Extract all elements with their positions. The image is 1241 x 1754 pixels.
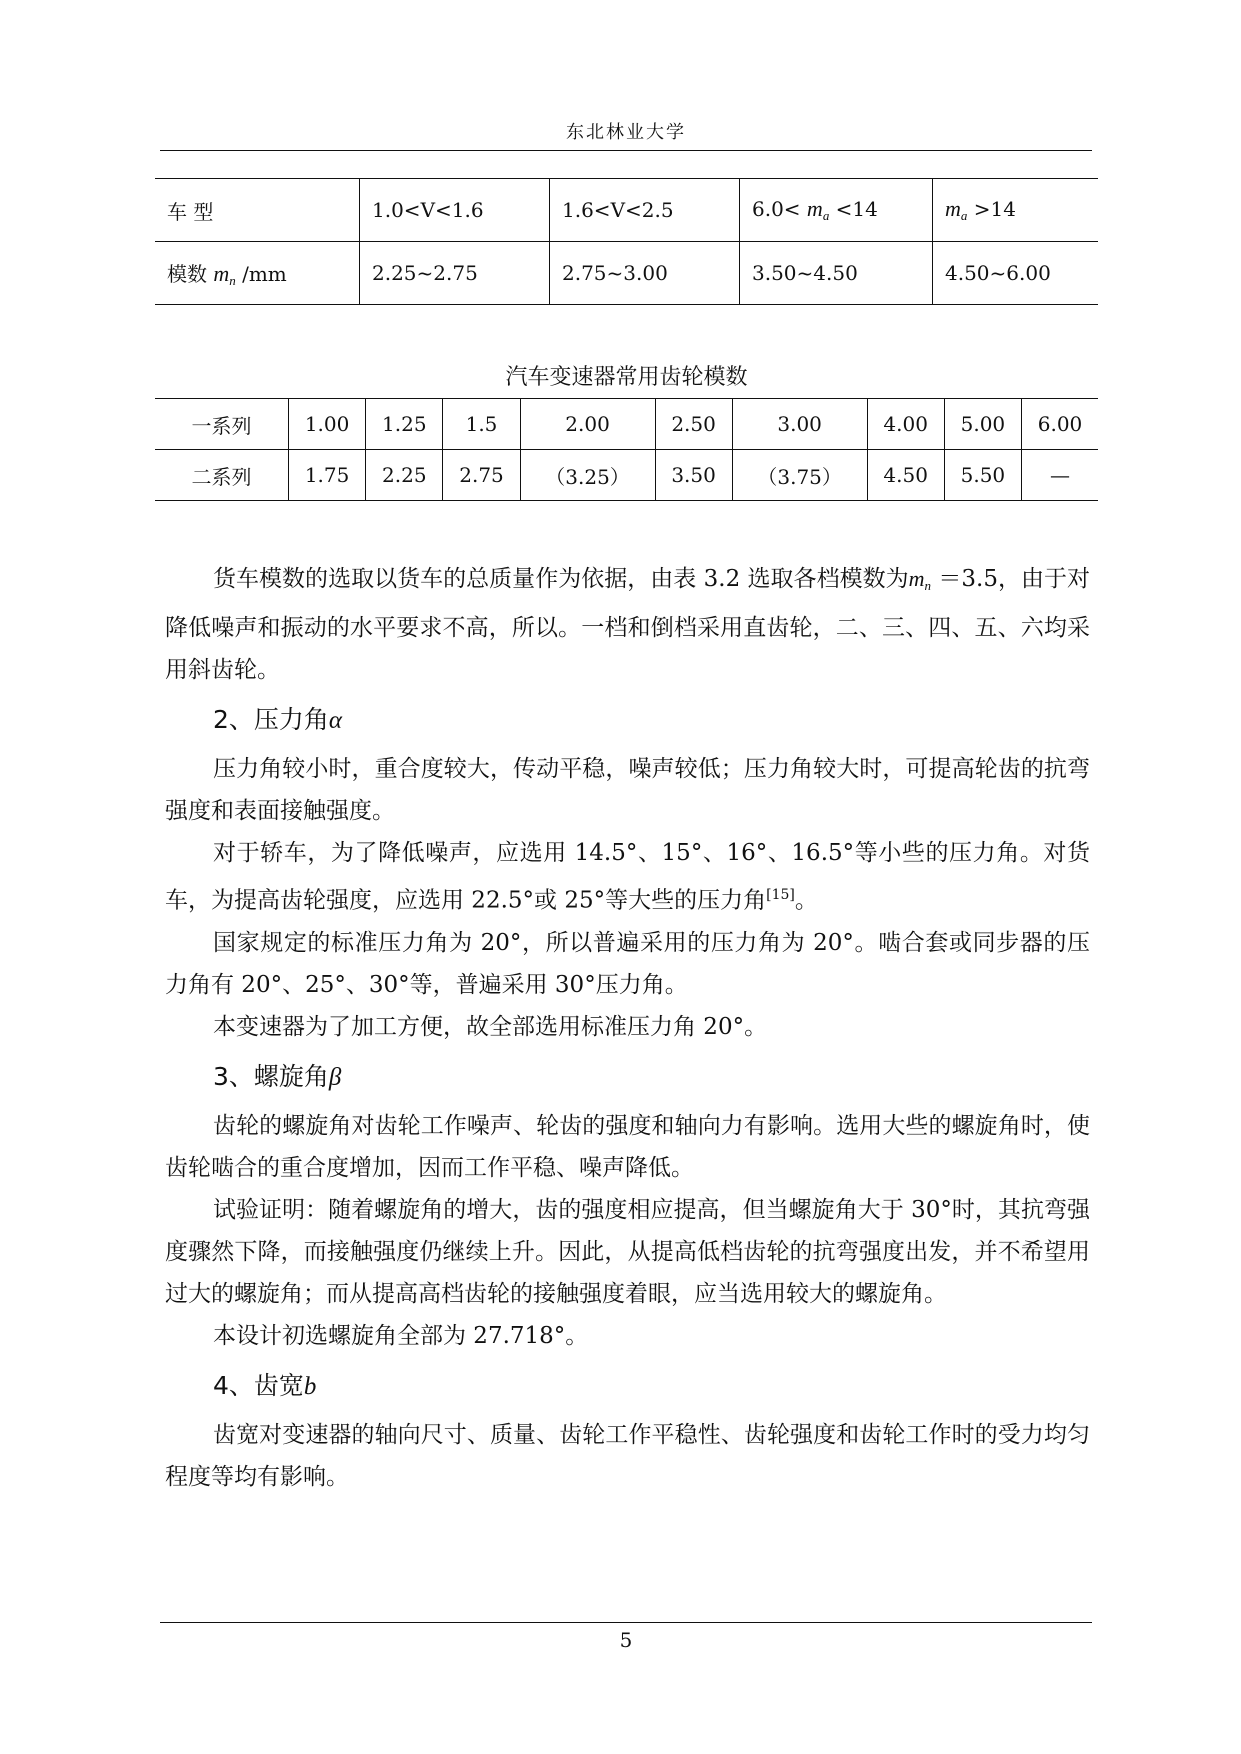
gear-module-table [155, 398, 1098, 501]
table-cell: 模数 $m_n$ /mm [155, 242, 360, 305]
vehicle-module-table [155, 178, 1098, 305]
citation: [15] [766, 887, 795, 903]
table-cell: 4.50~6.00 [933, 242, 1099, 305]
table-cell: 一系列 [155, 399, 289, 450]
table-cell: 1.6<V<2.5 [550, 179, 740, 242]
table-cell: 1.25 [366, 399, 443, 450]
paragraph: 货车模数的选取以货车的总质量作为依据，由表 3.2 选取各档模数为$m_n =3.5$，由于对降低噪声和振动的水平要求不高，所以。一档和倒档采用直齿轮，二、三、四、五、六均采用斜齿轮。 [165, 566, 1091, 683]
paragraph: 本设计初选螺旋角全部为 27.718°。 [213, 1322, 589, 1349]
table-cell: 4.00 [867, 399, 944, 450]
table-cell: （3.25） [520, 450, 655, 501]
section-heading: 4、齿宽b [213, 1370, 317, 1400]
table-caption: 汽车变速器常用齿轮模数 [505, 365, 748, 390]
paragraph: 对于轿车，为了降低噪声，应选用 14.5°、15°、16°、16.5°等小些的压力角。对货车，为提高齿轮强度，应选用 22.5°或 25°等大些的压力角[15]。 [165, 840, 1090, 914]
table-cell: 二系列 [155, 450, 289, 501]
paragraph: 国家规定的标准压力角为 20°，所以普遍采用的压力角为 20°。啮合套或同步器的压力角有 20°、25°、30°等，普遍采用 30°压力角。 [165, 929, 1090, 998]
table-cell: 3.50~4.50 [740, 242, 933, 305]
table-cell: — [1022, 450, 1099, 501]
table-cell: 5.50 [944, 450, 1021, 501]
table-row [155, 450, 1098, 501]
paragraph: 压力角较小时，重合度较大，传动平稳，噪声较低；压力角较大时，可提高轮齿的抗弯强度和表面接触强度。 [165, 756, 1090, 824]
body-content [165, 558, 1090, 1498]
page-header [160, 118, 1092, 151]
page-number: 5 [619, 1628, 633, 1652]
paragraph: 齿轮的螺旋角对齿轮工作噪声、轮齿的强度和轴向力有影响。选用大些的螺旋角时，使齿轮啮合的重合度增加，因而工作平稳、噪声降低。 [165, 1112, 1090, 1181]
table-cell: 4.50 [867, 450, 944, 501]
table-cell: 2.00 [520, 399, 655, 450]
table-cell: 2.75~3.00 [550, 242, 740, 305]
footer-divider [160, 1622, 1092, 1623]
table-cell: 2.50 [655, 399, 732, 450]
table-cell: 1.00 [289, 399, 366, 450]
table-cell: 5.00 [944, 399, 1021, 450]
table-row [155, 399, 1098, 450]
header-title: 东北林业大学 [566, 122, 686, 143]
table-cell: 6.00 [1022, 399, 1099, 450]
section-heading: 3、螺旋角β [213, 1061, 342, 1091]
table-cell: （3.75） [732, 450, 867, 501]
table-row [155, 179, 1098, 242]
table-cell: 1.75 [289, 450, 366, 501]
paragraph: 齿宽对变速器的轴向尺寸、质量、齿轮工作平稳性、齿轮强度和齿轮工作时的受力均匀程度等均有影响。 [165, 1421, 1090, 1490]
table-cell: $m_a >14$ [933, 179, 1099, 242]
paragraph: 本变速器为了加工方便，故全部选用标准压力角 20°。 [213, 1013, 768, 1040]
section-heading: 2、压力角α [213, 705, 343, 734]
table-cell: 车 型 [155, 179, 360, 242]
table-cell: 1.5 [443, 399, 520, 450]
table-cell: $6.0< m_a <14$ [740, 179, 933, 242]
table-cell: 2.25 [366, 450, 443, 501]
table-cell: 1.0<V<1.6 [360, 179, 550, 242]
table-row [155, 242, 1098, 305]
table-cell: 3.00 [732, 399, 867, 450]
table-cell: 2.75 [443, 450, 520, 501]
table-cell: 3.50 [655, 450, 732, 501]
table-cell: 2.25~2.75 [360, 242, 550, 305]
paragraph: 试验证明：随着螺旋角的增大，齿的强度相应提高，但当螺旋角大于 30°时，其抗弯强度骤然下降，而接触强度仍继续上升。因此，从提高低档齿轮的抗弯强度出发，并不希望用过大的螺旋角；而从提高高档齿轮的接触强度着眼，应当选用较大的螺旋角。 [165, 1196, 1090, 1307]
